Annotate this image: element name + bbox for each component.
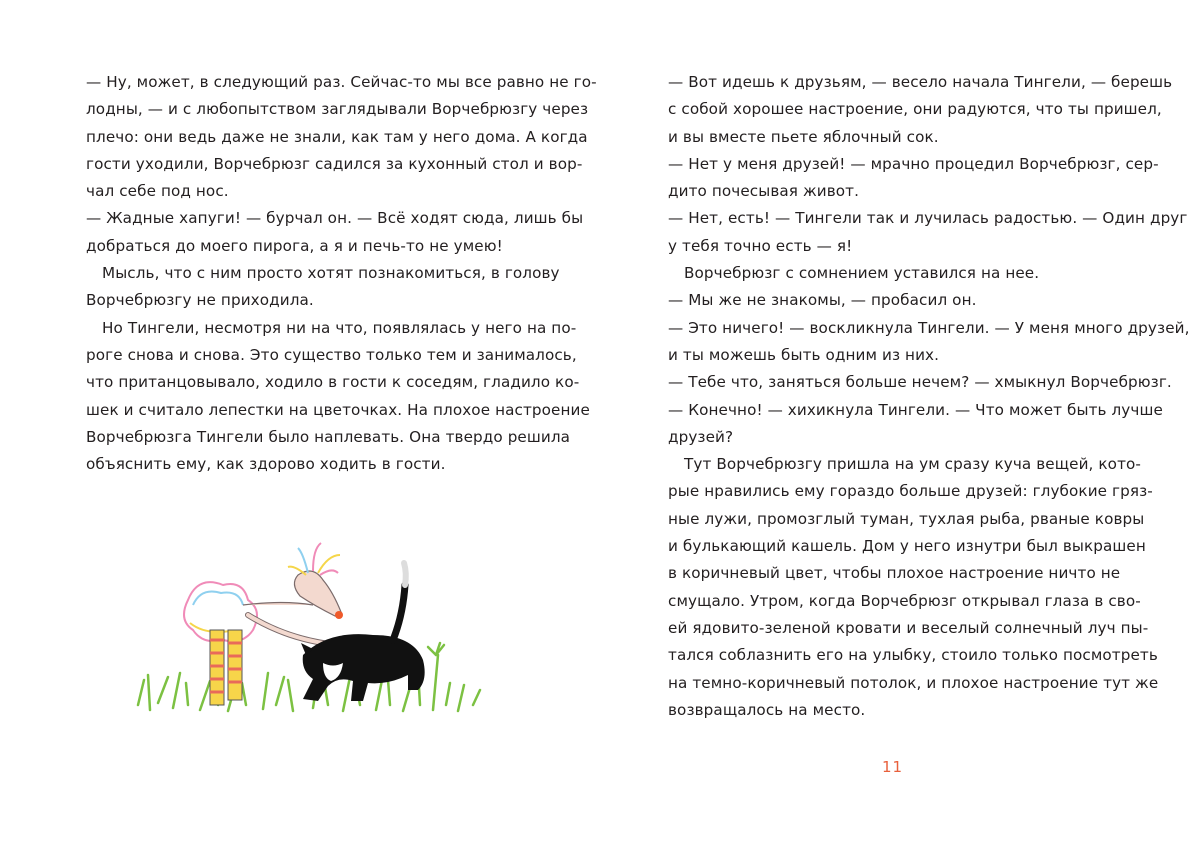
illustration-tingeli-with-cat bbox=[128, 505, 508, 755]
text-line: на темно-коричневый потолок, и плохое настроение тут же bbox=[668, 673, 1159, 692]
text-line: — Конечно! — хихикнула Тингели. — Что может быть лучше bbox=[668, 400, 1163, 419]
text-line: Но Тингели, несмотря ни на что, появлялась у него на по- bbox=[102, 318, 577, 337]
text-line: плечо: они ведь даже не знали, как там у него дома. А когда bbox=[86, 127, 588, 146]
text-line: чал себе под нос. bbox=[86, 182, 229, 201]
text-line: с собой хорошее настроение, они радуются, что ты пришел, bbox=[668, 100, 1162, 119]
text-line: тался соблазнить его на улыбку, стоило только посмотреть bbox=[668, 646, 1158, 665]
text-line: возвращалось на место. bbox=[668, 700, 866, 719]
text-line: что пританцовывало, ходило в гости к соседям, гладило ко- bbox=[86, 373, 580, 392]
hair-icon bbox=[288, 543, 340, 575]
left-page-text bbox=[86, 69, 597, 478]
text-line: Ворчебрюзгу не приходила. bbox=[86, 291, 314, 310]
right-page bbox=[600, 0, 1200, 847]
text-line: — Тебе что, заняться больше нечем? — хмыкнул Ворчебрюзг. bbox=[668, 373, 1172, 392]
text-line: в коричневый цвет, чтобы плохое настроение ничто не bbox=[668, 564, 1121, 583]
text-line: и вы вместе пьете яблочный сок. bbox=[668, 127, 939, 146]
text-line: объяснить ему, как здорово ходить в гости. bbox=[86, 455, 446, 474]
text-line: — Это ничего! — воскликнула Тингели. — У меня много друзей, bbox=[668, 318, 1190, 337]
text-line: — Ну, может, в следующий раз. Сейчас-то мы все равно не го- bbox=[86, 73, 597, 91]
text-line: дито почесывая живот. bbox=[668, 182, 860, 201]
text-line: ей ядовито-зеленой кровати и веселый солнечный луч пы- bbox=[668, 618, 1149, 637]
page-number: 11 bbox=[882, 758, 904, 776]
text-line: — Вот идешь к друзьям, — весело начала Тингели, — берешь bbox=[668, 73, 1173, 91]
text-line: Мысль, что с ним просто хотят познакомиться, в голову bbox=[102, 264, 560, 283]
text-line: и ты можешь быть одним из них. bbox=[668, 345, 940, 364]
text-line: гости уходили, Ворчебрюзг садился за кухонный стол и вор- bbox=[86, 154, 583, 173]
text-line: смущало. Утром, когда Ворчебрюзг открывал глаза в сво- bbox=[668, 591, 1141, 610]
right-page-text bbox=[668, 69, 1190, 724]
text-line: друзей? bbox=[668, 427, 734, 446]
text-line: роге снова и снова. Это существо только тем и занималось, bbox=[86, 345, 577, 364]
text-line: — Мы же не знакомы, — пробасил он. bbox=[668, 291, 977, 310]
nose-icon bbox=[335, 611, 343, 619]
text-line: лодны, — и с любопытством заглядывали Ворчебрюзгу через bbox=[86, 100, 589, 119]
text-line: у тебя точно есть — я! bbox=[668, 236, 853, 255]
text-line: и булькающий кашель. Дом у него изнутри был выкрашен bbox=[668, 537, 1146, 556]
text-line: добраться до моего пирога, а я и печь-то не умею! bbox=[86, 236, 503, 255]
text-line: шек и считало лепестки на цветочках. На плохое настроение bbox=[86, 400, 590, 419]
text-line: Ворчебрюзг с сомнением уставился на нее. bbox=[684, 264, 1040, 283]
text-line: Тут Ворчебрюзгу пришла на ум сразу куча вещей, кото- bbox=[684, 455, 1141, 474]
text-line: — Нет у меня друзей! — мрачно процедил Ворчебрюзг, сер- bbox=[668, 154, 1159, 173]
text-line: рые нравились ему гораздо больше друзей: глубокие гряз- bbox=[668, 482, 1153, 501]
text-line: — Жадные хапуги! — бурчал он. — Всё ходят сюда, лишь бы bbox=[86, 209, 584, 228]
text-line: — Нет, есть! — Тингели так и лучилась радостью. — Один друг bbox=[668, 209, 1188, 228]
text-line: ные лужи, промозглый туман, тухлая рыба, рваные ковры bbox=[668, 509, 1145, 528]
text-line: Ворчебрюзга Тингели было наплевать. Она твердо решила bbox=[86, 427, 571, 446]
